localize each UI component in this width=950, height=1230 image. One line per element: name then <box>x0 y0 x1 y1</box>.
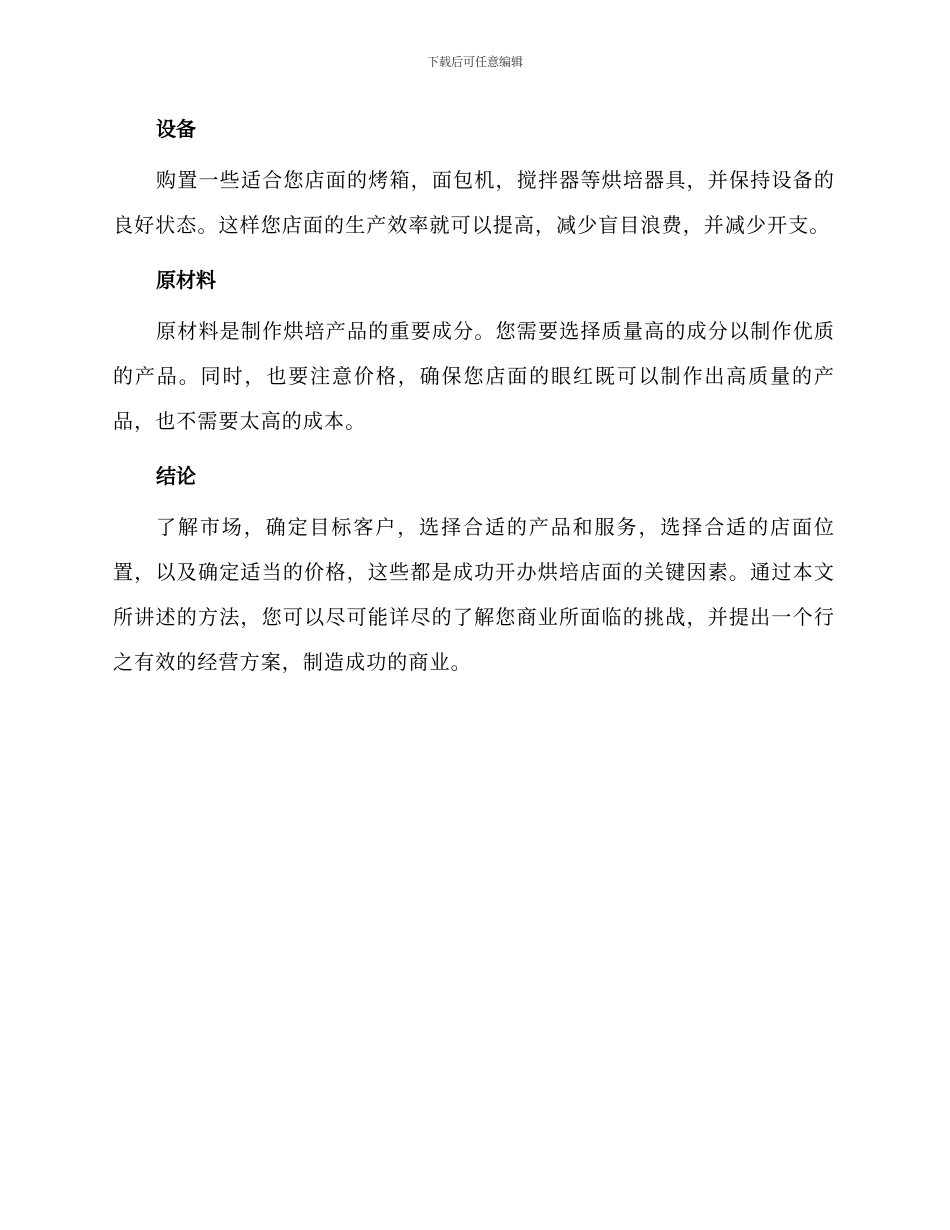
document-content <box>113 110 835 698</box>
section-equipment <box>113 110 835 248</box>
section-conclusion <box>113 457 835 685</box>
section-raw-materials <box>113 261 835 444</box>
header-note: 下载后可任意编辑 <box>426 55 523 69</box>
section-paragraph: 购置一些适合您店面的烤箱，面包机，搅拌器等烘培器具，并保持设备的良好状态。这样您店面的生产效率就可以提高，减少盲目浪费，并减少开支。 <box>113 168 835 237</box>
section-paragraph: 原材料是制作烘培产品的重要成分。您需要选择质量高的成分以制作优质的产品。同时，也要注意价格，确保您店面的眼红既可以制作出高质量的产品，也不需要太高的成本。 <box>113 319 835 433</box>
section-heading: 设备 <box>156 117 196 141</box>
section-paragraph: 了解市场，确定目标客户，选择合适的产品和服务，选择合适的店面位置，以及确定适当的价格，这些都是成功开办烘培店面的关键因素。通过本文所讲述的方法，您可以尽可能详尽的了解您商业所面临的挑战，并提出一个行之有效的经营方案，制造成功的商业。 <box>113 515 835 674</box>
section-heading: 结论 <box>156 464 196 488</box>
section-heading: 原材料 <box>156 268 216 292</box>
